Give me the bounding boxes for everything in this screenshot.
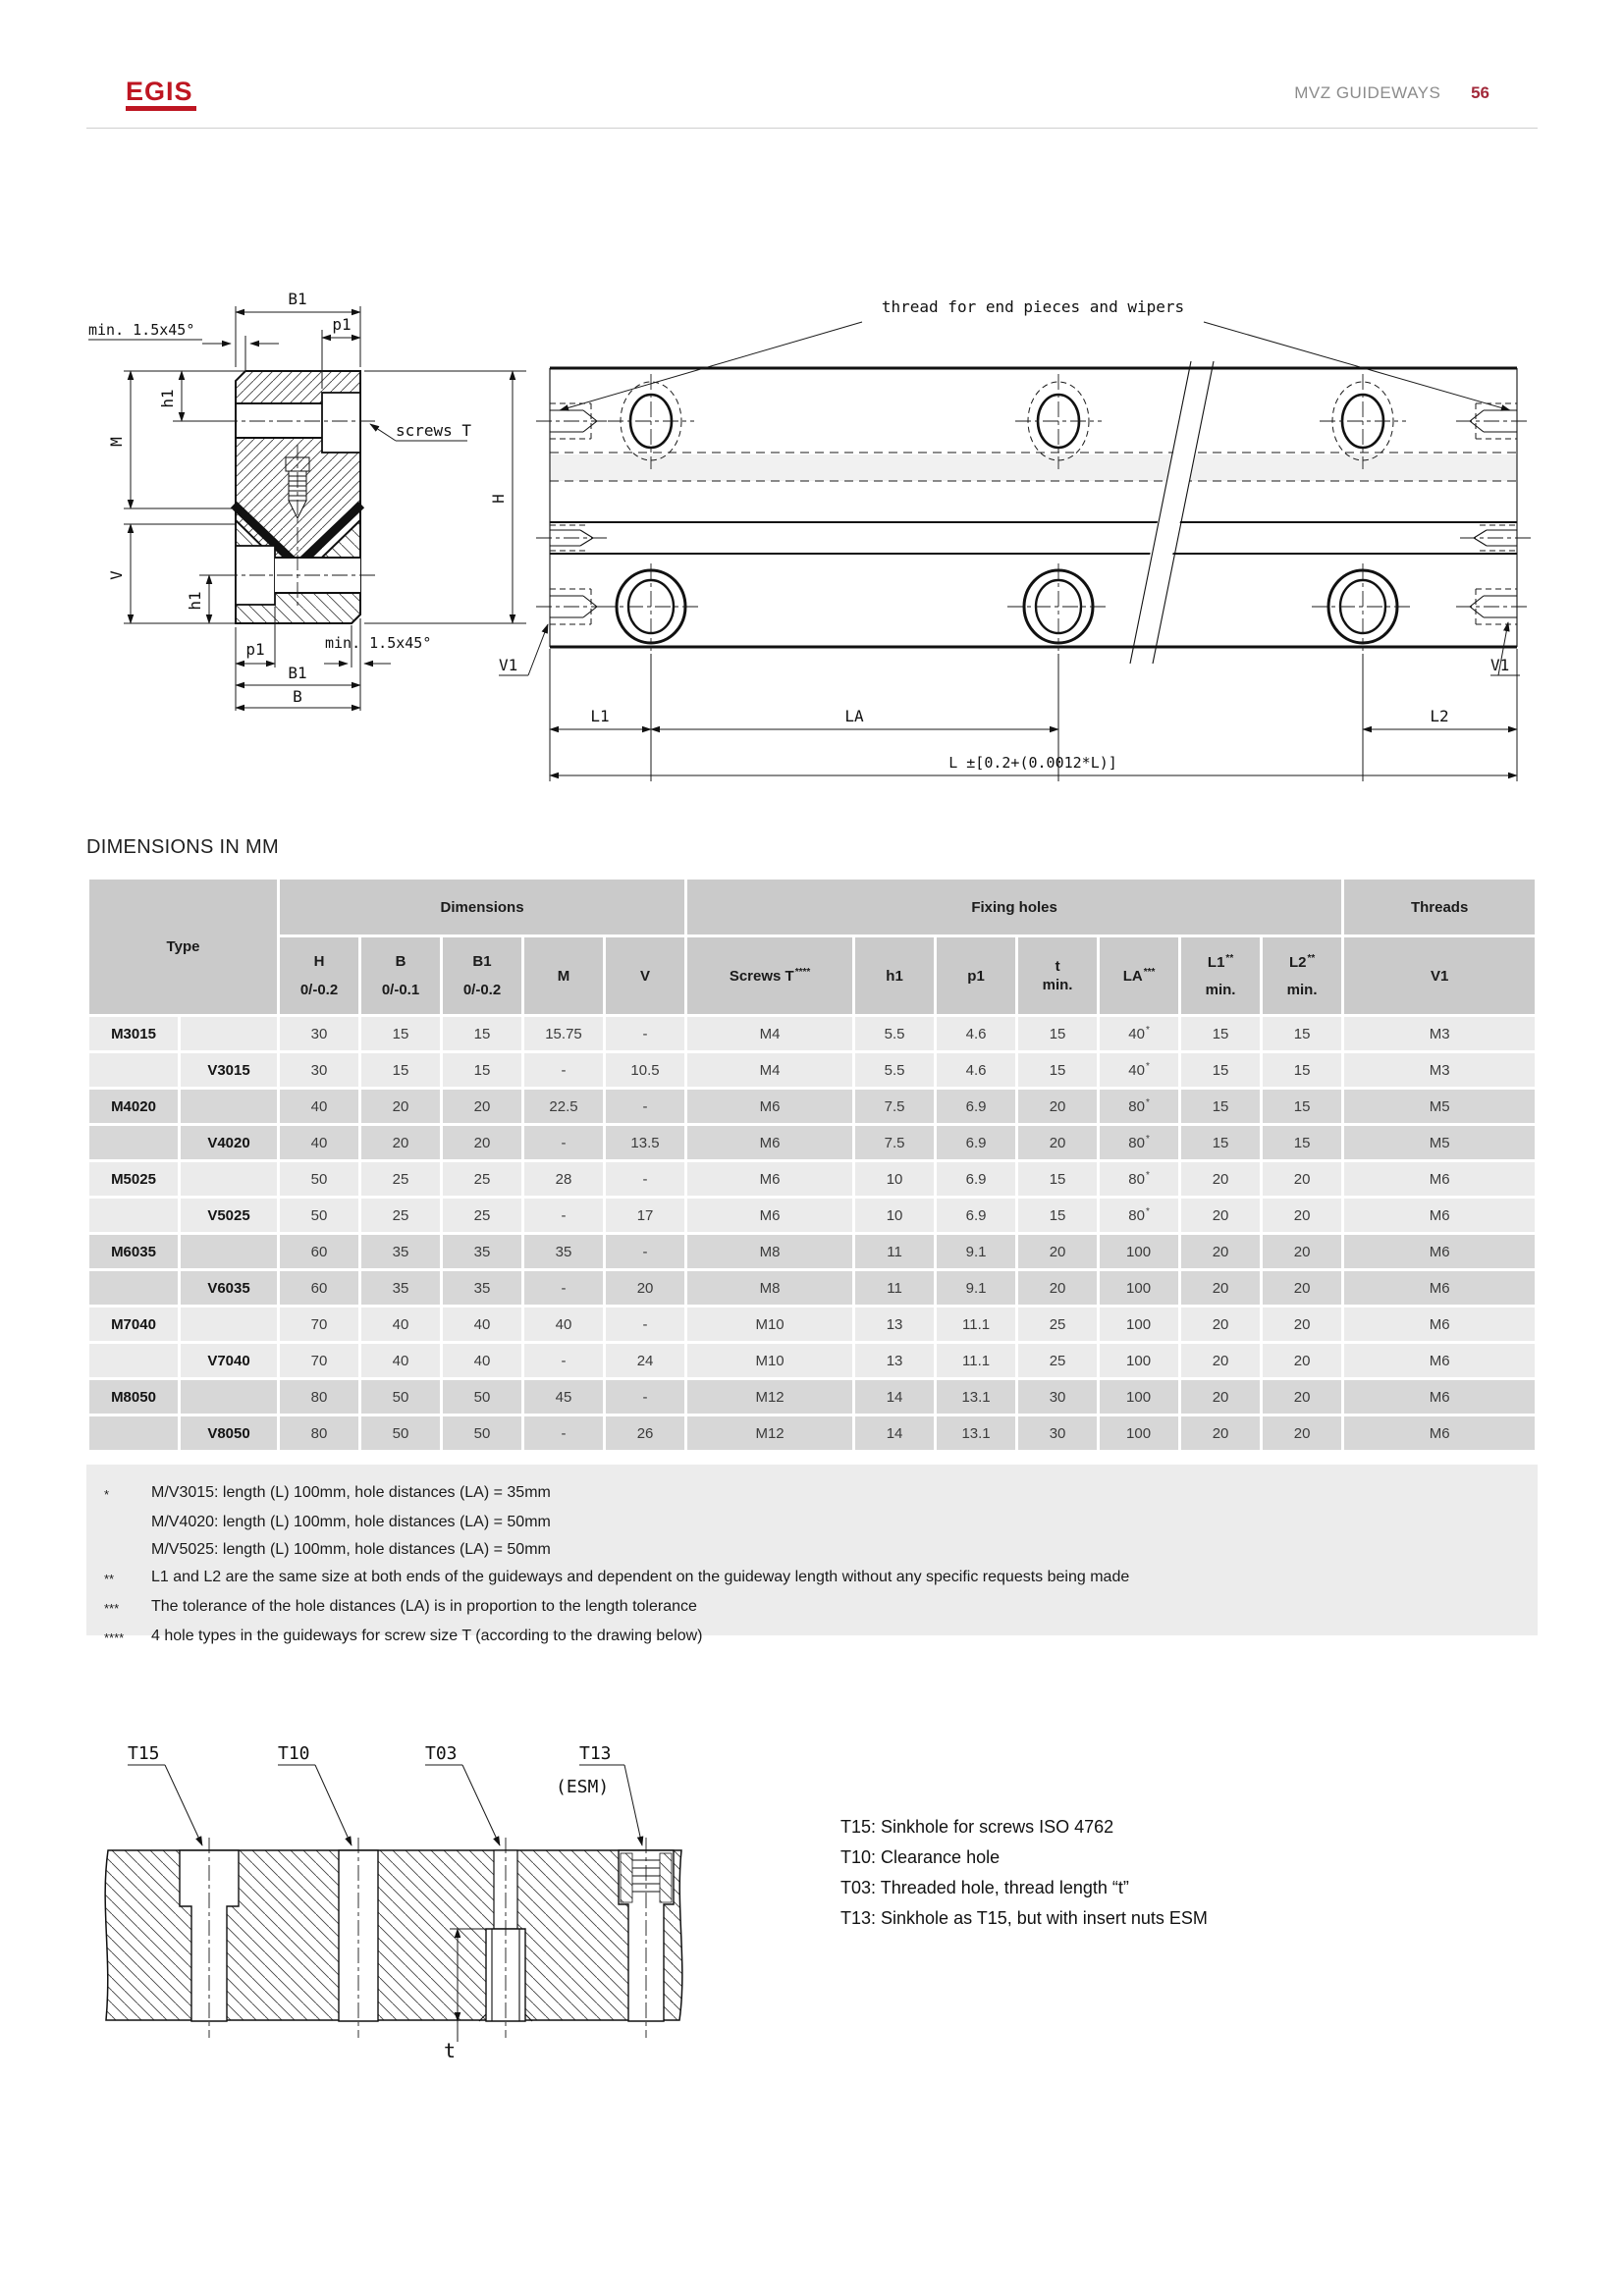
cell-la: 40* <box>1100 1053 1178 1087</box>
cell-l1: 15 <box>1181 1090 1260 1123</box>
col-group-fixing-holes: Fixing holes <box>687 880 1341 934</box>
cell-l2: 20 <box>1263 1308 1341 1341</box>
page-header <box>1294 83 1489 103</box>
cell-m: - <box>524 1199 603 1232</box>
cell-b1: 50 <box>443 1380 521 1414</box>
dim-l1: L1 <box>590 707 610 725</box>
table-row <box>89 1271 1535 1305</box>
table-row <box>89 1199 1535 1232</box>
footnote-line: * M/V3015: length (L) 100mm, hole distances (LA) = 35mm <box>104 1484 551 1502</box>
col-header-l1: L1** min. <box>1181 937 1260 1014</box>
dim-p1-top: p1 <box>332 315 352 334</box>
footnote-line: **** 4 hole types in the guideways for screw size T (according to the drawing below) <box>104 1628 703 1645</box>
cell-type-m <box>89 1416 178 1450</box>
lower-hole-row <box>600 563 1414 651</box>
cell-v1: M6 <box>1344 1235 1535 1268</box>
cell-t: 30 <box>1018 1380 1097 1414</box>
table-row <box>89 1017 1535 1050</box>
cell-p1: 4.6 <box>937 1053 1015 1087</box>
cell-type-m: M7040 <box>89 1308 178 1341</box>
cell-screws: M6 <box>687 1090 852 1123</box>
cell-l1: 15 <box>1181 1017 1260 1050</box>
cell-v1: M6 <box>1344 1416 1535 1450</box>
cell-l2: 15 <box>1263 1017 1341 1050</box>
col-header-la: LA*** <box>1100 937 1178 1014</box>
dim-h: H <box>489 494 508 504</box>
col-header-h1: h1 <box>855 937 934 1014</box>
label-t03: T03 <box>425 1743 458 1764</box>
cell-l1: 20 <box>1181 1199 1260 1232</box>
cell-l2: 20 <box>1263 1162 1341 1196</box>
v1-left-label: V1 <box>499 656 518 674</box>
table-row <box>89 1308 1535 1341</box>
cell-v: 13.5 <box>606 1126 684 1159</box>
cell-b1: 20 <box>443 1090 521 1123</box>
cell-type-m <box>89 1271 178 1305</box>
table-title: DIMENSIONS IN MM <box>86 836 279 858</box>
dimensions-table <box>86 877 1538 1453</box>
cell-type-m: M3015 <box>89 1017 178 1050</box>
cell-l1: 15 <box>1181 1053 1260 1087</box>
cell-h1: 13 <box>855 1308 934 1341</box>
cell-b: 15 <box>361 1053 440 1087</box>
cell-v: - <box>606 1235 684 1268</box>
cell-v: 10.5 <box>606 1053 684 1087</box>
cell-h: 60 <box>280 1271 358 1305</box>
cell-l2: 15 <box>1263 1090 1341 1123</box>
cell-type-m: M5025 <box>89 1162 178 1196</box>
cell-h1: 7.5 <box>855 1090 934 1123</box>
cell-v: 26 <box>606 1416 684 1450</box>
page-number: 56 <box>1471 83 1489 102</box>
cell-l1: 20 <box>1181 1271 1260 1305</box>
cell-b1: 35 <box>443 1235 521 1268</box>
cell-l1: 20 <box>1181 1416 1260 1450</box>
cell-h: 80 <box>280 1416 358 1450</box>
cell-b: 35 <box>361 1271 440 1305</box>
legend-line-t13: T13: Sinkhole as T15, but with insert nuts ESM <box>840 1908 1208 1928</box>
egis-logo: EGIS <box>126 79 196 111</box>
cell-b1: 25 <box>443 1199 521 1232</box>
cell-l2: 20 <box>1263 1199 1341 1232</box>
cell-screws: M4 <box>687 1053 852 1087</box>
table-row <box>89 1090 1535 1123</box>
cell-screws: M10 <box>687 1344 852 1377</box>
cell-type-v <box>181 1090 277 1123</box>
cell-p1: 4.6 <box>937 1017 1015 1050</box>
guideway-drawing <box>86 175 1538 772</box>
cell-la: 100 <box>1100 1380 1178 1414</box>
cell-h: 40 <box>280 1126 358 1159</box>
cell-m: - <box>524 1126 603 1159</box>
cell-p1: 11.1 <box>937 1308 1015 1341</box>
cell-v: - <box>606 1380 684 1414</box>
cell-m: - <box>524 1344 603 1377</box>
col-header-b1: B1 0/-0.2 <box>443 937 521 1014</box>
cell-b: 50 <box>361 1380 440 1414</box>
cell-v1: M6 <box>1344 1344 1535 1377</box>
cell-v1: M6 <box>1344 1162 1535 1196</box>
cell-b: 20 <box>361 1090 440 1123</box>
hole-type-labels <box>128 1743 642 1845</box>
cell-m: - <box>524 1053 603 1087</box>
cell-v: - <box>606 1090 684 1123</box>
cell-h: 70 <box>280 1344 358 1377</box>
cell-type-v <box>181 1017 277 1050</box>
cell-v: - <box>606 1162 684 1196</box>
cell-type-m <box>89 1053 178 1087</box>
cell-m: 28 <box>524 1162 603 1196</box>
cell-screws: M8 <box>687 1271 852 1305</box>
cell-b1: 40 <box>443 1344 521 1377</box>
cell-m: - <box>524 1416 603 1450</box>
cell-t: 15 <box>1018 1017 1097 1050</box>
col-group-type: Type <box>89 880 277 1014</box>
end-thread-left <box>536 403 611 624</box>
header-rule <box>86 128 1538 129</box>
cell-v1: M5 <box>1344 1126 1535 1159</box>
cell-p1: 9.1 <box>937 1235 1015 1268</box>
col-header-v1: V1 <box>1344 937 1535 1014</box>
table-row <box>89 1380 1535 1414</box>
cell-p1: 9.1 <box>937 1271 1015 1305</box>
hole-types-bar <box>105 1838 682 2062</box>
cell-m: 22.5 <box>524 1090 603 1123</box>
cell-t: 15 <box>1018 1199 1097 1232</box>
cell-l1: 20 <box>1181 1235 1260 1268</box>
cell-b: 40 <box>361 1308 440 1341</box>
cell-b1: 25 <box>443 1162 521 1196</box>
table-row <box>89 1162 1535 1196</box>
dim-m: M <box>107 437 126 447</box>
cell-h1: 5.5 <box>855 1017 934 1050</box>
cell-v: - <box>606 1308 684 1341</box>
cell-l2: 20 <box>1263 1344 1341 1377</box>
cell-h: 50 <box>280 1199 358 1232</box>
cell-b: 25 <box>361 1162 440 1196</box>
cell-m: 35 <box>524 1235 603 1268</box>
cell-h1: 7.5 <box>855 1126 934 1159</box>
cell-t: 30 <box>1018 1416 1097 1450</box>
cell-v1: M6 <box>1344 1380 1535 1414</box>
cell-b: 20 <box>361 1126 440 1159</box>
col-header-l2: L2** min. <box>1263 937 1341 1014</box>
cell-l2: 15 <box>1263 1053 1341 1087</box>
cell-type-m: M6035 <box>89 1235 178 1268</box>
cell-type-m <box>89 1126 178 1159</box>
legend-line-t03: T03: Threaded hole, thread length “t” <box>840 1878 1129 1897</box>
section-title: MVZ GUIDEWAYS <box>1294 83 1441 102</box>
table-row <box>89 1053 1535 1087</box>
cell-type-v: V8050 <box>181 1416 277 1450</box>
cell-b1: 40 <box>443 1308 521 1341</box>
cell-la: 100 <box>1100 1308 1178 1341</box>
cell-m: - <box>524 1271 603 1305</box>
col-header-v: V <box>606 937 684 1014</box>
cell-type-v: V4020 <box>181 1126 277 1159</box>
label-esm: (ESM) <box>556 1777 610 1797</box>
cell-p1: 13.1 <box>937 1380 1015 1414</box>
cell-la: 80* <box>1100 1162 1178 1196</box>
table-row <box>89 1344 1535 1377</box>
cell-t: 25 <box>1018 1344 1097 1377</box>
cell-b1: 35 <box>443 1271 521 1305</box>
cell-t: 20 <box>1018 1126 1097 1159</box>
cell-v: - <box>606 1017 684 1050</box>
cell-screws: M12 <box>687 1380 852 1414</box>
dim-la: LA <box>844 707 864 725</box>
cell-l1: 20 <box>1181 1162 1260 1196</box>
cell-v1: M5 <box>1344 1090 1535 1123</box>
cell-b1: 15 <box>443 1017 521 1050</box>
cell-v: 24 <box>606 1344 684 1377</box>
cell-v1: M3 <box>1344 1053 1535 1087</box>
cell-l2: 20 <box>1263 1235 1341 1268</box>
cell-type-v <box>181 1235 277 1268</box>
dim-l-total: L ±[0.2+(0.0012*L)] <box>948 754 1117 772</box>
cell-h: 30 <box>280 1017 358 1050</box>
cell-type-v: V7040 <box>181 1344 277 1377</box>
cell-m: 45 <box>524 1380 603 1414</box>
cell-b: 25 <box>361 1199 440 1232</box>
cell-h1: 5.5 <box>855 1053 934 1087</box>
cell-h1: 11 <box>855 1235 934 1268</box>
cell-h: 30 <box>280 1053 358 1087</box>
cell-p1: 6.9 <box>937 1162 1015 1196</box>
dim-b: B <box>293 687 302 706</box>
cell-h: 40 <box>280 1090 358 1123</box>
cell-l1: 20 <box>1181 1380 1260 1414</box>
cell-t: 20 <box>1018 1235 1097 1268</box>
cell-h1: 10 <box>855 1199 934 1232</box>
cell-b: 15 <box>361 1017 440 1050</box>
cell-la: 80* <box>1100 1199 1178 1232</box>
cell-l1: 20 <box>1181 1344 1260 1377</box>
cell-t: 25 <box>1018 1308 1097 1341</box>
cell-t: 15 <box>1018 1053 1097 1087</box>
col-header-m: M <box>524 937 603 1014</box>
cell-b: 40 <box>361 1344 440 1377</box>
cell-p1: 6.9 <box>937 1126 1015 1159</box>
dim-h1-upper: h1 <box>158 389 177 408</box>
cell-type-v <box>181 1162 277 1196</box>
dim-v: V <box>107 570 126 580</box>
dim-p1-bottom: p1 <box>245 640 265 659</box>
col-header-t: t min. <box>1018 937 1097 1014</box>
cell-type-m <box>89 1199 178 1232</box>
dim-h1-lower: h1 <box>186 591 204 611</box>
cell-h: 60 <box>280 1235 358 1268</box>
cell-p1: 6.9 <box>937 1090 1015 1123</box>
col-header-h: H 0/-0.2 <box>280 937 358 1014</box>
thread-note: thread for end pieces and wipers <box>881 297 1185 316</box>
hole-type-legend <box>840 1812 1208 1934</box>
cell-h1: 14 <box>855 1416 934 1450</box>
dim-t: t <box>443 2039 457 2062</box>
cell-la: 100 <box>1100 1271 1178 1305</box>
cross-section-view <box>88 290 526 711</box>
cell-l1: 15 <box>1181 1126 1260 1159</box>
cell-t: 20 <box>1018 1271 1097 1305</box>
cell-type-v: V6035 <box>181 1271 277 1305</box>
cell-screws: M10 <box>687 1308 852 1341</box>
cell-screws: M6 <box>687 1162 852 1196</box>
cell-type-m <box>89 1344 178 1377</box>
cell-h: 80 <box>280 1380 358 1414</box>
cell-t: 20 <box>1018 1090 1097 1123</box>
cell-h1: 10 <box>855 1162 934 1196</box>
dim-l2: L2 <box>1430 707 1449 725</box>
cell-type-v: V3015 <box>181 1053 277 1087</box>
cell-v: 20 <box>606 1271 684 1305</box>
cell-screws: M4 <box>687 1017 852 1050</box>
cell-la: 40* <box>1100 1017 1178 1050</box>
cell-v1: M6 <box>1344 1271 1535 1305</box>
cell-screws: M12 <box>687 1416 852 1450</box>
cell-b1: 20 <box>443 1126 521 1159</box>
cell-v1: M6 <box>1344 1308 1535 1341</box>
cell-type-v <box>181 1380 277 1414</box>
cell-l2: 20 <box>1263 1380 1341 1414</box>
cell-v1: M3 <box>1344 1017 1535 1050</box>
label-t15: T15 <box>128 1743 160 1764</box>
cell-h1: 11 <box>855 1271 934 1305</box>
table-row <box>89 1235 1535 1268</box>
cell-b1: 15 <box>443 1053 521 1087</box>
footnote-line: M/V5025: length (L) 100mm, hole distances (LA) = 50mm <box>151 1541 551 1558</box>
cell-h: 70 <box>280 1308 358 1341</box>
cell-h1: 13 <box>855 1344 934 1377</box>
legend-line-t15: T15: Sinkhole for screws ISO 4762 <box>840 1817 1114 1837</box>
cell-t: 15 <box>1018 1162 1097 1196</box>
col-header-screws: Screws T**** <box>687 937 852 1014</box>
cell-type-v: V5025 <box>181 1199 277 1232</box>
table-row <box>89 1416 1535 1450</box>
chamfer-note-bottom: min. 1.5x45° <box>325 634 432 652</box>
cell-p1: 13.1 <box>937 1416 1015 1450</box>
cell-screws: M6 <box>687 1126 852 1159</box>
cell-la: 100 <box>1100 1416 1178 1450</box>
table-row <box>89 1126 1535 1159</box>
footnotes-box <box>86 1465 1538 1645</box>
cell-l2: 15 <box>1263 1126 1341 1159</box>
cell-p1: 6.9 <box>937 1199 1015 1232</box>
cell-v1: M6 <box>1344 1199 1535 1232</box>
footnote-line: ** L1 and L2 are the same size at both ends of the guideways and dependent on the guideway length without any specific requests being made <box>104 1569 1130 1586</box>
side-view <box>499 297 1531 781</box>
cell-type-m: M4020 <box>89 1090 178 1123</box>
cell-m: 40 <box>524 1308 603 1341</box>
cell-v: 17 <box>606 1199 684 1232</box>
cell-l1: 20 <box>1181 1308 1260 1341</box>
cell-h: 50 <box>280 1162 358 1196</box>
cell-b: 50 <box>361 1416 440 1450</box>
cell-screws: M6 <box>687 1199 852 1232</box>
col-group-threads: Threads <box>1344 880 1535 934</box>
footnote-line: M/V4020: length (L) 100mm, hole distances (LA) = 50mm <box>151 1514 551 1530</box>
col-header-p1: p1 <box>937 937 1015 1014</box>
cell-type-v <box>181 1308 277 1341</box>
legend-line-t10: T10: Clearance hole <box>840 1847 1001 1867</box>
col-group-dimensions: Dimensions <box>280 880 684 934</box>
cell-l2: 20 <box>1263 1416 1341 1450</box>
v1-right-label: V1 <box>1490 656 1510 674</box>
dim-b1-top: B1 <box>288 290 307 308</box>
end-thread-right <box>1456 403 1531 624</box>
cell-la: 80* <box>1100 1090 1178 1123</box>
cell-la: 80* <box>1100 1126 1178 1159</box>
label-t13: T13 <box>579 1743 612 1764</box>
cell-p1: 11.1 <box>937 1344 1015 1377</box>
col-header-b: B 0/-0.1 <box>361 937 440 1014</box>
cell-h1: 14 <box>855 1380 934 1414</box>
cell-la: 100 <box>1100 1344 1178 1377</box>
screws-t-label: screws T <box>396 421 472 440</box>
cell-la: 100 <box>1100 1235 1178 1268</box>
label-t10: T10 <box>278 1743 310 1764</box>
cell-screws: M8 <box>687 1235 852 1268</box>
chamfer-note-top: min. 1.5x45° <box>88 321 195 339</box>
cell-b1: 50 <box>443 1416 521 1450</box>
hole-types-drawing <box>86 1710 715 2063</box>
cell-l2: 20 <box>1263 1271 1341 1305</box>
dim-b1-bottom: B1 <box>288 664 307 682</box>
cell-b: 35 <box>361 1235 440 1268</box>
cell-type-m: M8050 <box>89 1380 178 1414</box>
footnote-line: *** The tolerance of the hole distances (LA) is in proportion to the length tolerance <box>104 1598 697 1616</box>
cell-m: 15.75 <box>524 1017 603 1050</box>
